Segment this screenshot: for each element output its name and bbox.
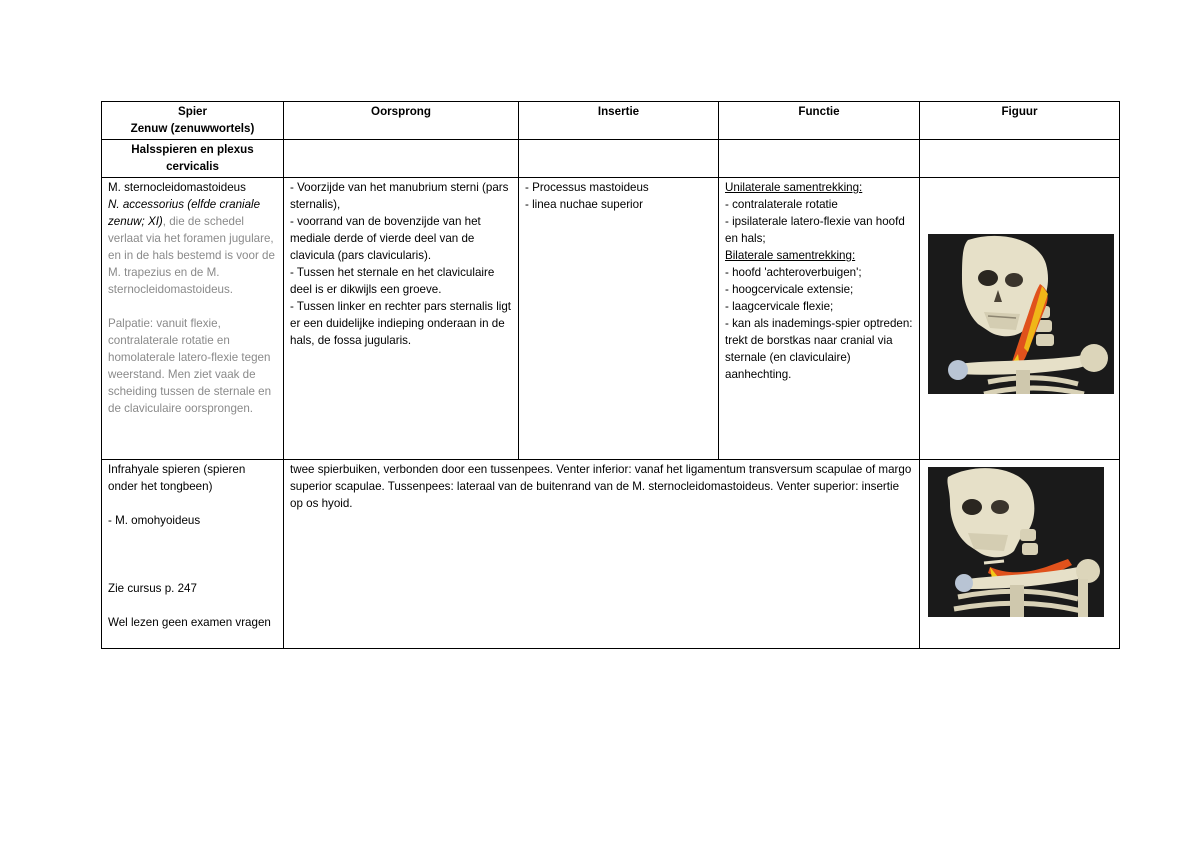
header-row xyxy=(102,102,1120,140)
figure-cell xyxy=(920,178,1120,460)
header-functie: Functie xyxy=(719,102,920,140)
table-row xyxy=(102,178,1120,460)
figure-cell xyxy=(920,460,1120,649)
muscle-name: - M. omohyoideus xyxy=(108,514,201,527)
origin-cell xyxy=(284,178,519,460)
omohyoid-description: twee spierbuiken, verbonden door een tussenpees. Venter inferior: vanaf het ligamentum transversum scapulae of margo superior scapulae. Tussenpees: lateraal van de buitenrand van de M. sternocleidomastoideus. Venter superior: insertie op os hyoid. xyxy=(290,463,912,510)
header-spier: Spier Zenuw (zenuwwortels) xyxy=(102,102,284,140)
list-item: - contralaterale rotatie xyxy=(725,198,838,211)
bilateral-title: Bilaterale samentrekking: xyxy=(725,249,856,262)
insertion-cell xyxy=(519,178,719,460)
section-row xyxy=(102,140,1120,178)
section-title: Halsspieren en plexus cervicalis xyxy=(102,140,284,178)
header-insertie: Insertie xyxy=(519,102,719,140)
header-figuur: Figuur xyxy=(920,102,1120,140)
neck-omohyoid-illustration-icon xyxy=(928,467,1104,617)
section-empty-cell xyxy=(719,140,920,178)
muscle-table xyxy=(101,101,1120,649)
list-item: - Voorzijde van het manubrium sterni (pars sternalis), xyxy=(290,181,509,211)
list-item: - Tussen linker en rechter pars sternalis ligt er een duidelijke indieping onderaan in de hals, de fossa jugularis. xyxy=(290,300,512,347)
list-item: - laagcervicale flexie; xyxy=(725,300,834,313)
exam-note: Wel lezen geen examen vragen xyxy=(108,616,271,629)
muscle-group: Infrahyale spieren (spieren onder het tongbeen) xyxy=(108,463,246,493)
list-item: - kan als inademings-spier optreden: trekt de borstkas naar cranial via sternale (en claviculaire) aanhechting. xyxy=(725,317,913,381)
unilateral-title: Unilaterale samentrekking: xyxy=(725,181,863,194)
list-item: - ipsilaterale latero-flexie van hoofd en hals; xyxy=(725,215,905,245)
header-oorsprong: Oorsprong xyxy=(284,102,519,140)
section-empty-cell xyxy=(920,140,1120,178)
list-item: - linea nuchae superior xyxy=(525,198,643,211)
muscle-cell xyxy=(102,178,284,460)
list-item: - Tussen het sternale en het claviculaire deel is er dikwijls een groeve. xyxy=(290,266,495,296)
nerve-name: N. accessorius (elfde craniale zenuw; XI) xyxy=(108,198,261,228)
list-item: - voorrand van de bovenzijde van het mediale derde of vierde deel van de clavicula (pars clavicularis). xyxy=(290,215,481,262)
muscle-cell xyxy=(102,460,284,649)
muscle-name: M. sternocleidomastoideus xyxy=(108,181,246,194)
skull-neck-illustration-icon xyxy=(928,234,1114,394)
function-cell xyxy=(719,178,920,460)
section-empty-cell xyxy=(284,140,519,178)
section-empty-cell xyxy=(519,140,719,178)
list-item: - Processus mastoideus xyxy=(525,181,649,194)
list-item: - hoogcervicale extensie; xyxy=(725,283,854,296)
list-item: - hoofd 'achteroverbuigen'; xyxy=(725,266,862,279)
nerve-description: , die de schedel verlaat via het foramen jugulare, en in de hals bestemd is voor de M. trapezius en de M. sternocleidomastoideus. xyxy=(108,215,275,296)
table-row xyxy=(102,460,1120,649)
course-reference: Zie cursus p. 247 xyxy=(108,582,197,595)
description-cell xyxy=(284,460,920,649)
palpation-text: Palpatie: vanuit flexie, contralaterale rotatie en homolaterale latero-flexie tegen weerstand. Men ziet vaak de scheiding tussen de sternale en de claviculaire oorsprongen. xyxy=(108,317,272,415)
